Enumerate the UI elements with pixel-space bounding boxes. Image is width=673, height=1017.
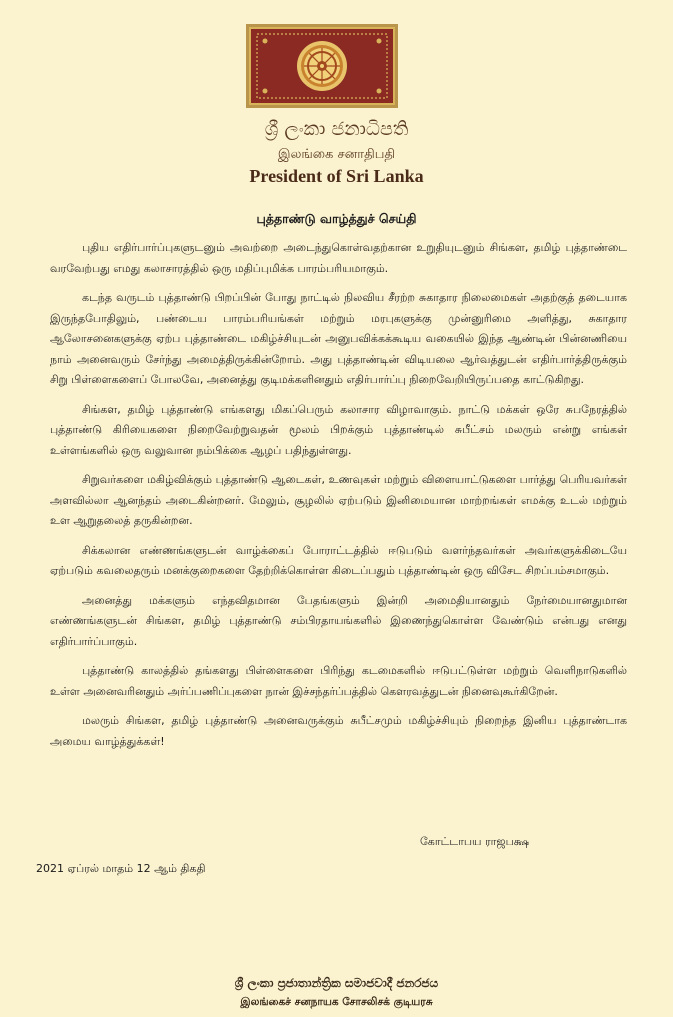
footer-sinhala: ශ්‍රී ලංකා ප්‍රජාතාන්ත්‍රික සමාජවාදී ජනරජය: [234, 976, 439, 990]
dharmachakra-icon: [251, 29, 393, 103]
paragraph: புத்தாண்டு காலத்தில் தங்களது பிள்ளைகளை பிரிந்து கடமைகளில் ஈடுபட்டுள்ள மற்றும் வெளிநாடுகளில் உள்ள அனைவரினதும் அர்ப்பணிப்புகளை நான் இச்சந்தர்ப்பத்தில் கௌரவத்துடன் நினைவுகூர்கிறேன்.: [50, 664, 627, 698]
paragraph: புதிய எதிர்பார்ப்புகளுடனும் அவற்றை அடைந்துகொள்வதற்கான உறுதியுடனும் சிங்கள, தமிழ் புத்தாண்டை வரவேற்பது எமது கலாசாரத்தில் ஒரு மதிப்புமிக்க பாரம்பரியமாகும்.: [50, 241, 627, 275]
sinhala-title: ශ්‍රී ලංකා ජනාධිපති: [264, 118, 409, 140]
date: 2021 ஏப்ரல் மாதம் 12 ஆம் திகதி: [36, 862, 206, 875]
signature: கோட்டாபய ராஜபக்ஷ: [420, 835, 530, 848]
paragraph: சிக்கலான எண்ணங்களுடன் வாழ்க்கைப் போராட்டத்தில் ஈடுபடும் வளர்ந்தவர்கள் அவர்களுக்கிடையே ஏற்படும் கவலைதரும் மனக்குறைகளை தேற்றிக்கொள்ள கிடைப்பதும் புத்தாண்டின் ஒரு விசேட சிறப்பம்சமாகும்.: [50, 543, 627, 577]
footer-tamil: இலங்கைச் சனநாயக சோசலிசக் குடியரசு: [240, 996, 433, 1008]
paragraph: சிங்கள, தமிழ் புத்தாண்டு எங்களது மிகப்பெரும் கலாசார விழாவாகும். நாட்டு மக்கள் ஒரே சுபநேரத்தில் புத்தாண்டு கிரியைகளை நிறைவேற்றுவதன் மூலம் பிறக்கும் புத்தாண்டில் சுபீட்சம் மலரும் என்று எங்கள் உள்ளங்களில் ஒரு வலுவான நம்பிக்கை ஆழப் பதிந்துள்ளது.: [50, 402, 627, 457]
presidential-emblem: [246, 24, 398, 108]
document-title: புத்தாண்டு வாழ்த்துச் செய்தி: [256, 211, 417, 226]
paragraph: மலரும் சிங்கள, தமிழ் புத்தாண்டு அனைவருக்கும் சுபீட்சமும் மகிழ்ச்சியும் நிறைந்த இனிய புத்தாண்டாக அமைய வாழ்த்துக்கள்!: [50, 714, 627, 748]
tamil-title: இலங்கை சனாதிபதி: [277, 147, 396, 162]
paragraph: கடந்த வருடம் புத்தாண்டு பிறப்பின் போது நாட்டில் நிலவிய சீரற்ற சுகாதார நிலைமைகள் அதற்குத் தடையாக இருந்தபோதிலும், பண்டைய பாரம்பரியங்கள் மற்றும் மரபுகளுக்கு முன்னுரிமை அளித்து, சுகாதார ஆலோசனைகளுக்கு ஏற்ப புத்தாண்டை மகிழ்ச்சியுடன் அனுபவிக்கக்கூடிய வகையில் இந்த ஆண்டின் பின்னணியை நாம் அனைவரும் சேர்ந்து அமைத்திருக்கின்றோம். அது புத்தாண்டின் விடியலை ஆர்வத்துடன் எதிர்பார்த்திருக்கும் சிறு பிள்ளைகளைப் போலவே, அனைத்து குடிமக்களினதும் எதிர்பார்ப்பு நிறைவேறியிருப்பதை காட்டுகிறது.: [50, 291, 627, 386]
paragraph: அனைத்து மக்களும் எந்தவிதமான பேதங்களும் இன்றி அமைதியானதும் நேர்மையானதுமான எண்ணங்களுடன் சிங்கள, தமிழ் புத்தாண்டு சம்பிரதாயங்களில் இணைந்துகொள்ள வேண்டும் என்பது எனது எதிர்பார்ப்பாகும்.: [50, 593, 627, 648]
message-body: [50, 238, 627, 761]
paragraph: சிறுவர்களை மகிழ்விக்கும் புத்தாண்டு ஆடைகள், உணவுகள் மற்றும் விளையாட்டுகளை பார்த்து பெரியவர்கள் அளவில்லா ஆனந்தம் அடைகின்றனர். மேலும், சூழலில் ஏற்படும் இனிமையான மாற்றங்கள் எமக்கு உடல் மற்றும் உள ஆறுதலைத் தருகின்றன.: [50, 473, 627, 527]
english-title: President of Sri Lanka: [249, 166, 424, 186]
